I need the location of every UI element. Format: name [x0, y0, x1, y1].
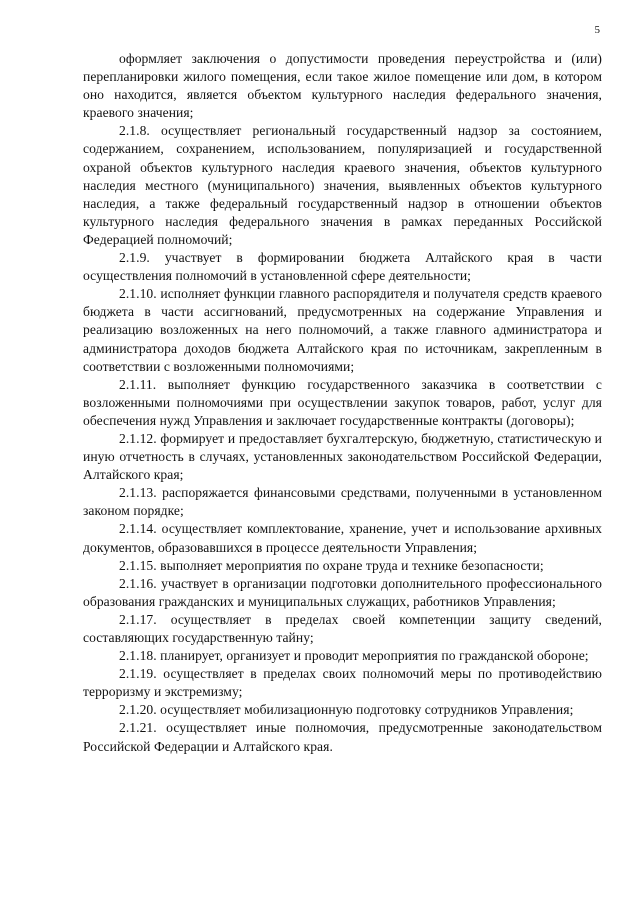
- paragraph-2-1-19: 2.1.19. осуществляет в пределах своих полномочий меры по противодействию терроризму и экстремизму;: [83, 666, 602, 700]
- paragraph-2-1-15: 2.1.15. выполняет мероприятия по охране труда и технике безопасности;: [119, 557, 544, 573]
- document-body: [83, 50, 602, 756]
- page-number: 5: [594, 24, 600, 36]
- paragraph-2-1-12: 2.1.12. формирует и предоставляет бухгалтерскую, бюджетную, статистическую и иную отчетность в случаях, установленных законодательством Российской Федерации, Алтайского края;: [83, 430, 602, 483]
- paragraph-2-1-20: 2.1.20. осуществляет мобилизационную подготовку сотрудников Управления;: [119, 702, 574, 718]
- paragraph-2-1-11: 2.1.11. выполняет функцию государственного заказчика в соответствии с возложенными полномочиями при осуществлении закупок товаров, работ, услуг для обеспечения нужд Управления и заключает государственные контракты (договоры);: [83, 376, 602, 428]
- paragraph-2-1-10: 2.1.10. исполняет функции главного распорядителя и получателя средств краевого бюджета в части ассигнований, предусмотренных на содержание Управления и реализацию возложенных на него полномочий, а также главного администратора и администратора доходов бюджета Алтайского края по источникам, закрепленным в соответствии с возложенными полномочиями;: [83, 286, 602, 374]
- paragraph-2-1-18: 2.1.18. планирует, организует и проводит мероприятия по гражданской обороне;: [119, 648, 589, 664]
- paragraph-continuation: оформляет заключения о допустимости проведения переустройства и (или) перепланировки жилого помещения, если такое жилое помещение или дом, в котором оно находится, является объектом культурного наследия федерального значения, краевого значения;: [83, 51, 602, 121]
- paragraph-2-1-21: 2.1.21. осуществляет иные полномочия, предусмотренные законодательством Российской Федерации и Алтайского края.: [83, 720, 602, 754]
- paragraph-2-1-8: 2.1.8. осуществляет региональный государственный надзор за состоянием, содержанием, сохранением, использованием, популяризацией и государственной охраной объектов культурного наследия краевого значения, объектов культурного наследия местного (муниципального) значения, выявленных объектов культурного наследия, а также федеральный государственный надзор в отношении объектов культурного наследия федерального значения в рамках переданных Российской Федерацией полномочий;: [83, 123, 602, 247]
- paragraph-2-1-14: 2.1.14. осуществляет комплектование, хранение, учет и использование архивных документов, образовавшихся в процессе деятельности Управления;: [83, 521, 602, 555]
- paragraph-2-1-13: 2.1.13. распоряжается финансовыми средствами, полученными в установленном законом порядке;: [83, 485, 602, 519]
- paragraph-2-1-17: 2.1.17. осуществляет в пределах своей компетенции защиту сведений, составляющих государственную тайну;: [83, 611, 602, 645]
- paragraph-2-1-9: 2.1.9. участвует в формировании бюджета Алтайского края в части осуществления полномочий в установленной сфере деятельности;: [83, 250, 602, 284]
- paragraph-2-1-16: 2.1.16. участвует в организации подготовки дополнительного профессионального образования гражданских и муниципальных служащих, работников Управления;: [83, 575, 602, 609]
